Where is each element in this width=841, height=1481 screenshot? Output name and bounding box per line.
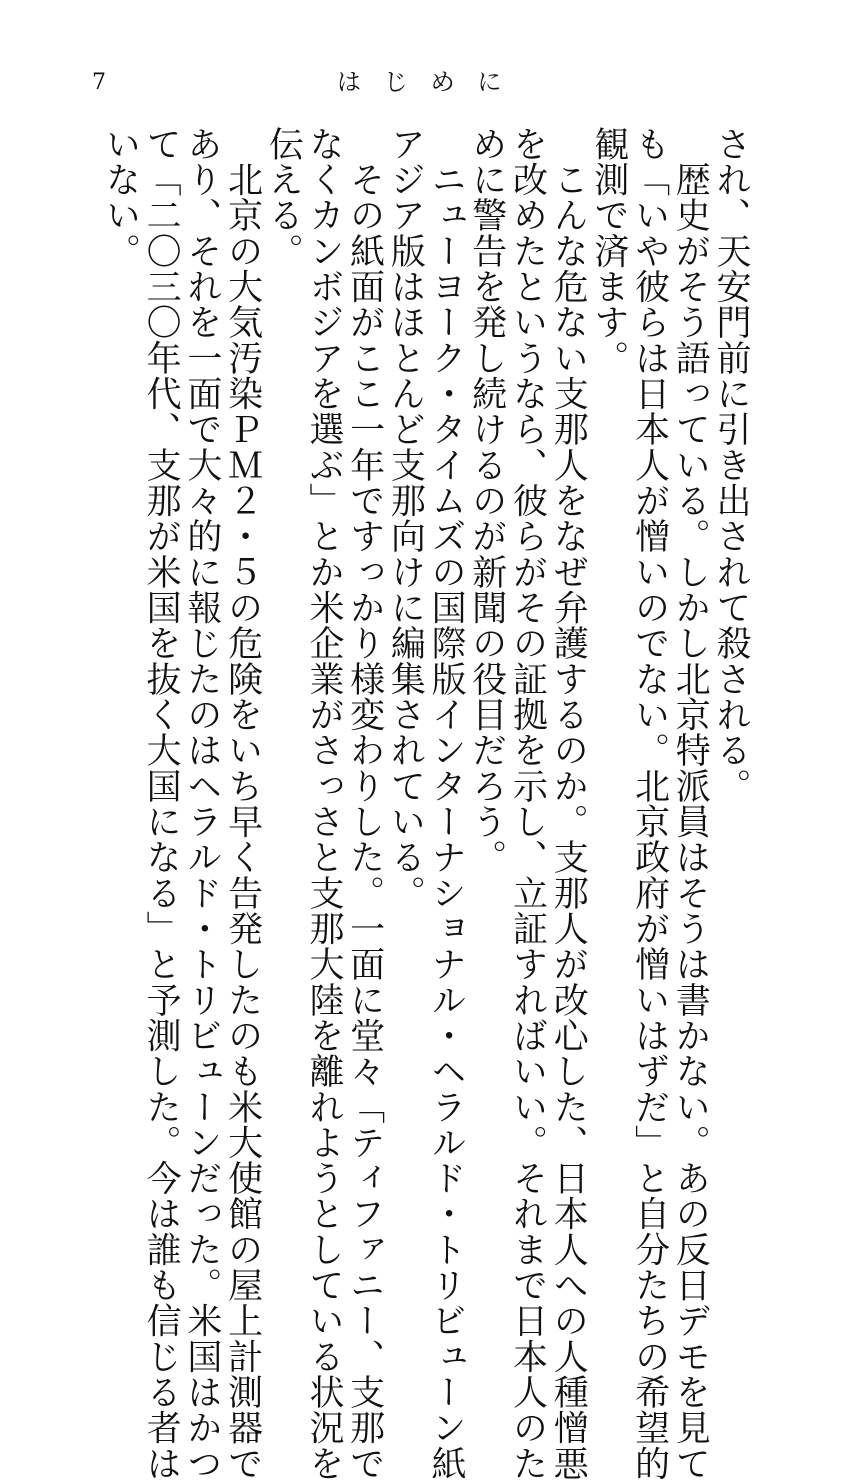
running-head: はじめに (337, 68, 525, 96)
text-line: ニューヨーク・タイムズの国際版インターナショナル・ヘラルド・トリビューン紙 (426, 126, 467, 1481)
text-line: 伝える。 (263, 126, 304, 269)
text-line: アジア版はほとんど支那向けに編集されている。 (385, 126, 426, 911)
text-line: その紙面がここ一年ですっかり様変わりした。一面に堂々「ティファニー、支那で (344, 126, 385, 1481)
text-line: 歴史がそう語っている。しかし北京特派員はそうは書かない。あの反日デモを見て (670, 126, 711, 1481)
text-line: て「二〇三〇年代、支那が米国を抜く大国になる」と予測した。今は誰も信じる者は (141, 126, 182, 1481)
text-line: され、天安門前に引き出されて殺される。 (711, 126, 751, 804)
text-line: 観測で済ます。 (588, 126, 629, 376)
page-number: 7 (92, 70, 106, 95)
text-line: こんな危ない支那人をなぜ弁護するのか。支那人が改心した、日本人への人種憎悪 (548, 126, 589, 1481)
text-line: 北京の大気汚染ＰＭ２・５の危険をいち早く告発したのも米大使館の屋上計測器で (222, 126, 263, 1481)
text-line: あり、それを一面で大々的に報じたのはヘラルド・トリビューンだった。米国はかつ (181, 126, 222, 1481)
text-line: を改めたというなら、彼らがその証拠を示し、立証すればいい。それまで日本人のた (507, 126, 548, 1481)
text-line: めに警告を発し続けるのが新聞の役目だろう。 (466, 126, 507, 875)
text-line: も「いや彼らは日本人が憎いのでない。北京政府が憎いはずだ」と自分たちの希望的 (629, 126, 670, 1481)
text-line: いない。 (100, 126, 141, 269)
text-line: なくカンボジアを選ぶ」とか米企業がさっさと支那大陸を離れようとしている状況を (303, 126, 344, 1481)
body-text (100, 126, 751, 1481)
